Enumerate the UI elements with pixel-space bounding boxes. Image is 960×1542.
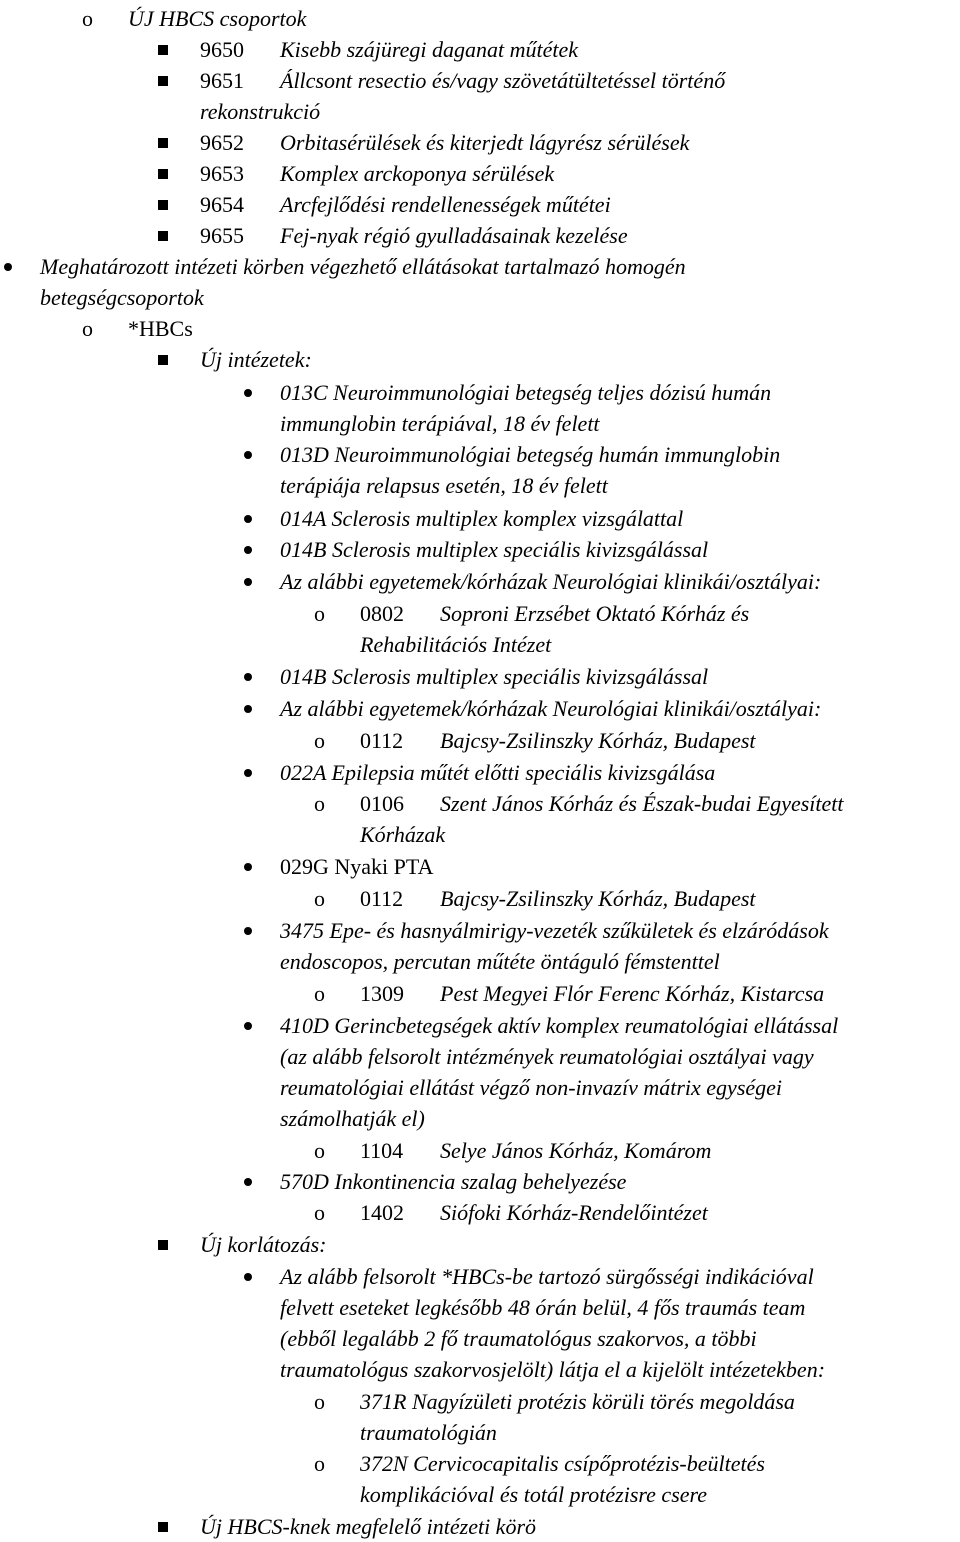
- item-text: Meghatározott intézeti körben végezhető ellátásokat tartalmazó homogén: [40, 254, 686, 279]
- dot-bullet-icon: [244, 705, 252, 713]
- item-text: Arcfejlődési rendellenességek műtétei: [280, 192, 611, 217]
- square-bullet-icon: [158, 1522, 168, 1532]
- item-text: Új intézetek:: [200, 347, 312, 372]
- circle-bullet-icon: o: [314, 1138, 325, 1163]
- list-item: [0, 978, 960, 1009]
- item-text: Az alább felsorolt *HBCs-be tartozó sürgősségi indikációval: [280, 1264, 814, 1289]
- item-text: 014B Sclerosis multiplex speciális kivizsgálással: [280, 664, 709, 689]
- list-item: [0, 598, 960, 629]
- item-text: 570D Inkontinencia szalag behelyezése: [280, 1169, 627, 1194]
- item-text: 410D Gerincbetegségek aktív komplex reumatológiai ellátással: [280, 1013, 839, 1038]
- circle-bullet-icon: o: [314, 1389, 325, 1414]
- item-text: Orbitasérülések és kiterjedt lágyrész sérülések: [280, 130, 690, 155]
- continuation-line: [0, 470, 960, 501]
- item-text: komplikációval és totál protézisre csere: [360, 1482, 708, 1507]
- continuation-line: [0, 282, 960, 313]
- list-item: [0, 1135, 960, 1166]
- list-item: [0, 851, 960, 882]
- square-bullet-icon: [158, 45, 168, 55]
- item-text: traumatológus szakorvosjelölt) látja el a kijelölt intézetekben:: [280, 1357, 826, 1382]
- item-text: rekonstrukció: [200, 99, 321, 124]
- item-text: Szent János Kórház és Észak-budai Egyesített: [440, 791, 844, 816]
- item-text: Az alábbi egyetemek/kórházak Neurológiai klinikái/osztályai:: [280, 696, 822, 721]
- square-bullet-icon: [158, 1240, 168, 1250]
- item-text: Selye János Kórház, Komárom: [440, 1138, 712, 1163]
- list-item: [0, 883, 960, 914]
- list-item: [0, 1448, 960, 1479]
- list-item: [0, 1166, 960, 1197]
- item-text: 371R Nagyízületi protézis körüli törés megoldása: [360, 1389, 795, 1414]
- item-text: felvett eseteket legkésőbb 48 órán belül, 4 fős traumás team: [280, 1295, 806, 1320]
- dot-bullet-icon: [244, 1022, 252, 1030]
- item-text: Siófoki Kórház-Rendelőintézet: [440, 1200, 708, 1225]
- item-code: 9651: [200, 68, 244, 93]
- item-code: 1309: [360, 981, 404, 1006]
- item-code: 9653: [200, 161, 244, 186]
- item-text: immunglobin terápiával, 18 év felett: [280, 411, 600, 436]
- item-text: Komplex arckoponya sérülések: [280, 161, 555, 186]
- dot-bullet-icon: [244, 389, 252, 397]
- list-item: [0, 1261, 960, 1292]
- circle-bullet-icon: o: [314, 1451, 325, 1476]
- dot-bullet-icon: [244, 546, 252, 554]
- item-text: 029G Nyaki PTA: [280, 854, 434, 879]
- item-text: 3475 Epe- és hasnyálmirigy-vezeték szűkületek és elzáródások: [280, 918, 829, 943]
- circle-bullet-icon: o: [314, 728, 325, 753]
- dot-bullet-icon: [244, 673, 252, 681]
- item-text: 013D Neuroimmunológiai betegség humán immunglobin: [280, 442, 781, 467]
- item-text: terápiája relapsus esetén, 18 év felett: [280, 473, 608, 498]
- dot-bullet-icon: [244, 451, 252, 459]
- continuation-line: [0, 1292, 960, 1323]
- dot-bullet-icon: [244, 515, 252, 523]
- list-item: [0, 1511, 960, 1542]
- item-text: reumatológiai ellátást végző non-invazív mátrix egységei: [280, 1075, 783, 1100]
- dot-bullet-icon: [244, 578, 252, 586]
- continuation-line: [0, 96, 960, 127]
- list-item: [0, 788, 960, 819]
- continuation-line: [0, 946, 960, 977]
- continuation-line: [0, 819, 960, 850]
- dot-bullet-icon: [244, 863, 252, 871]
- item-text: Kórházak: [360, 822, 446, 847]
- list-item: [0, 693, 960, 724]
- list-item: [0, 1386, 960, 1417]
- list-item: [0, 313, 960, 344]
- item-text: *HBCs: [128, 316, 193, 341]
- square-bullet-icon: [158, 138, 168, 148]
- list-item: [0, 1010, 960, 1041]
- circle-bullet-icon: o: [82, 6, 93, 31]
- circle-bullet-icon: o: [82, 316, 93, 341]
- item-code: 9654: [200, 192, 244, 217]
- continuation-line: [0, 1417, 960, 1448]
- list-item: [0, 439, 960, 470]
- continuation-line: [0, 408, 960, 439]
- square-bullet-icon: [158, 231, 168, 241]
- item-text: Új korlátozás:: [200, 1232, 327, 1257]
- square-bullet-icon: [158, 76, 168, 86]
- item-text: Kisebb szájüregi daganat műtétek: [280, 37, 578, 62]
- dot-bullet-icon: [244, 769, 252, 777]
- list-item: [0, 503, 960, 534]
- circle-bullet-icon: o: [314, 601, 325, 626]
- item-text: Fej-nyak régió gyulladásainak kezelése: [280, 223, 628, 248]
- item-text: 372N Cervicocapitalis csípőprotézis-beültetés: [360, 1451, 765, 1476]
- circle-bullet-icon: o: [314, 886, 325, 911]
- continuation-line: [0, 1072, 960, 1103]
- continuation-line: [0, 1103, 960, 1134]
- item-code: 1402: [360, 1200, 404, 1225]
- item-code: 9652: [200, 130, 244, 155]
- continuation-line: [0, 1479, 960, 1510]
- list-item: [0, 220, 960, 251]
- list-item: [0, 65, 960, 96]
- item-text: endoscopos, percutan műtéte öntáguló fémstenttel: [280, 949, 720, 974]
- item-text: (az alább felsorolt intézmények reumatológiai osztályai vagy: [280, 1044, 814, 1069]
- item-text: Az alábbi egyetemek/kórházak Neurológiai klinikái/osztályai:: [280, 569, 822, 594]
- dot-bullet-icon: [244, 927, 252, 935]
- list-item: [0, 344, 960, 375]
- list-item: [0, 127, 960, 158]
- square-bullet-icon: [158, 169, 168, 179]
- dot-bullet-icon: [244, 1178, 252, 1186]
- item-text: 014A Sclerosis multiplex komplex vizsgálattal: [280, 506, 684, 531]
- list-item: [0, 1229, 960, 1260]
- item-text: betegségcsoportok: [40, 285, 204, 310]
- item-text: traumatológián: [360, 1420, 497, 1445]
- list-item: [0, 3, 960, 34]
- item-text: Új HBCS-knek megfelelő intézeti körö: [200, 1514, 537, 1539]
- item-text: ÚJ HBCS csoportok: [128, 6, 307, 31]
- item-text: Rehabilitációs Intézet: [360, 632, 552, 657]
- item-code: 0802: [360, 601, 404, 626]
- square-bullet-icon: [158, 200, 168, 210]
- circle-bullet-icon: o: [314, 981, 325, 1006]
- continuation-line: [0, 1323, 960, 1354]
- continuation-line: [0, 1041, 960, 1072]
- list-item: [0, 757, 960, 788]
- item-text: Pest Megyei Flór Ferenc Kórház, Kistarcsa: [440, 981, 825, 1006]
- item-code: 0112: [360, 728, 404, 753]
- item-text: Állcsont resectio és/vagy szövetátültetéssel történő: [280, 68, 726, 93]
- item-text: Bajcsy-Zsilinszky Kórház, Budapest: [440, 728, 756, 753]
- item-code: 9650: [200, 37, 244, 62]
- list-item: [0, 534, 960, 565]
- continuation-line: [0, 629, 960, 660]
- dot-bullet-icon: [244, 1273, 252, 1281]
- continuation-line: [0, 1354, 960, 1385]
- circle-bullet-icon: o: [314, 1200, 325, 1225]
- list-item: [0, 158, 960, 189]
- item-text: számolhatják el): [280, 1106, 425, 1131]
- item-code: 0106: [360, 791, 404, 816]
- dot-bullet-icon: [4, 263, 12, 271]
- item-code: 1104: [360, 1138, 404, 1163]
- circle-bullet-icon: o: [314, 791, 325, 816]
- item-text: 022A Epilepsia műtét előtti speciális kivizsgálása: [280, 760, 716, 785]
- list-item: [0, 1197, 960, 1228]
- list-item: [0, 189, 960, 220]
- item-text: (ebből legalább 2 fő traumatológus szakorvos, a többi: [280, 1326, 757, 1351]
- item-text: Soproni Erzsébet Oktató Kórház és: [440, 601, 750, 626]
- item-code: 9655: [200, 223, 244, 248]
- square-bullet-icon: [158, 355, 168, 365]
- item-text: 013C Neuroimmunológiai betegség teljes dózisú humán: [280, 380, 772, 405]
- list-item: [0, 34, 960, 65]
- list-item: [0, 566, 960, 597]
- item-text: 014B Sclerosis multiplex speciális kivizsgálással: [280, 537, 709, 562]
- list-item: [0, 725, 960, 756]
- item-text: Bajcsy-Zsilinszky Kórház, Budapest: [440, 886, 756, 911]
- item-code: 0112: [360, 886, 404, 911]
- list-item: [0, 661, 960, 692]
- list-item: [0, 251, 960, 282]
- list-item: [0, 377, 960, 408]
- list-item: [0, 915, 960, 946]
